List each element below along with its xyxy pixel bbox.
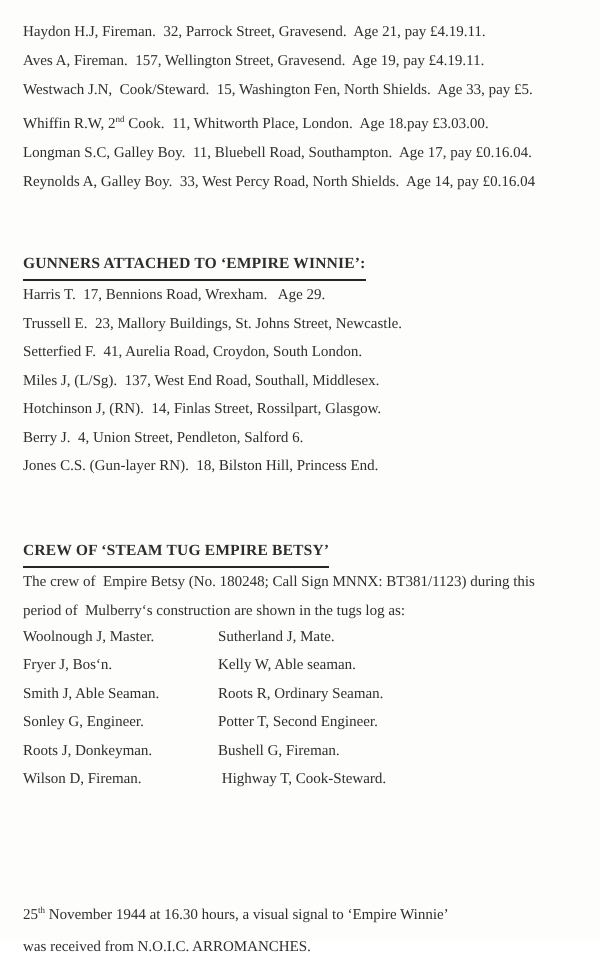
betsy-intro-line: period of Mulberry‘s construction are shown in the tugs log as: — [23, 602, 406, 619]
crew-table-row — [23, 680, 582, 709]
gunner-record-line: Miles J, (L/Sg). 137, West End Road, Southall, Middlesex. — [23, 372, 380, 389]
gunner-record-line: Berry J. 4, Union Street, Pendleton, Salford 6. — [23, 429, 304, 446]
crew-record-line: Reynolds A, Galley Boy. 33, West Percy Road, North Shields. Age 14, pay £0.16.04 — [23, 174, 536, 190]
crew-table-cell-left: Roots J, Donkeyman. — [23, 742, 153, 759]
crew-record-text: Cook. 11, Whitworth Place, London. Age 18.pay £3.03.00. — [124, 116, 489, 132]
crew-record-line — [23, 105, 582, 139]
crew-table-row — [23, 708, 582, 737]
crew-table-cell-right: Sutherland J, Mate. — [218, 628, 335, 645]
crew-table-cell-left: Wilson D, Fireman. — [23, 771, 142, 787]
section-heading-gunners-text: GUNNERS ATTACHED TO ‘EMPIRE WINNIE’: — [23, 249, 366, 281]
crew-table-row — [23, 623, 582, 652]
betsy-intro-line: The crew of Empire Betsy (No. 180248; Call Sign MNNX: BT381/1123) during this — [23, 573, 535, 590]
crew-table-cell-left: Fryer J, Bos‘n. — [23, 657, 113, 673]
gunner-record-line: Setterfied F. 41, Aurelia Road, Croydon, South London. — [23, 344, 363, 360]
signal-note-text: November 1944 at 16.30 hours, a visual signal to ‘Empire Winnie’ — [45, 906, 449, 923]
crew-table-row — [23, 651, 582, 680]
signal-note-line — [23, 894, 582, 931]
crew-table-cell-right: Bushell G, Fireman. — [218, 742, 340, 759]
section-heading-betsy — [23, 536, 582, 568]
crew-table-cell-left: Woolnough J, Master. — [23, 628, 155, 645]
crew-record-line: Haydon H.J, Fireman. 32, Parrock Street, Gravesend. Age 21, pay £4.19.11. — [23, 24, 486, 40]
signal-note-text: 25 — [23, 906, 38, 923]
crew-table-row — [23, 737, 582, 766]
section-heading-gunners — [23, 249, 582, 281]
winnie-crew-list — [23, 18, 582, 197]
gunners-list — [23, 281, 582, 481]
betsy-intro-paragraph — [23, 568, 582, 626]
gunner-record-line: Hotchinson J, (RN). 14, Finlas Street, Rossilpart, Glasgow. — [23, 401, 382, 417]
gunner-record-line: Jones C.S. (Gun-layer RN). 18, Bilston Hill, Princess End. — [23, 458, 379, 474]
crew-table-cell-right: Potter T, Second Engineer. — [218, 714, 378, 730]
crew-table-cell-right: Roots R, Ordinary Seaman. — [218, 685, 384, 702]
signal-note-paragraph — [23, 894, 582, 963]
ordinal-superscript: nd — [115, 114, 125, 124]
crew-record-text: Whiffin R.W, 2 — [23, 116, 116, 132]
betsy-crew-table — [23, 623, 582, 794]
crew-record-line: Westwach J.N, Cook/Steward. 15, Washington Fen, North Shields. Age 33, pay £5. — [23, 82, 533, 98]
crew-table-cell-left: Smith J, Able Seaman. — [23, 685, 160, 702]
ordinal-superscript: th — [38, 904, 46, 915]
crew-table-cell-right: Highway T, Cook-Steward. — [218, 771, 387, 787]
signal-note-line: was received from N.O.I.C. ARROMANCHES. — [23, 938, 311, 955]
gunner-record-line: Trussell E. 23, Mallory Buildings, St. Johns Street, Newcastle. — [23, 315, 403, 332]
crew-record-line: Longman S.C, Galley Boy. 11, Bluebell Road, Southampton. Age 17, pay £0.16.04. — [23, 145, 532, 161]
section-heading-betsy-text: CREW OF ‘STEAM TUG EMPIRE BETSY’ — [23, 536, 329, 568]
crew-record-line: Aves A, Fireman. 157, Wellington Street, Gravesend. Age 19, pay £4.19.11. — [23, 53, 485, 69]
crew-table-cell-right: Kelly W, Able seaman. — [218, 657, 356, 673]
gunner-record-line: Harris T. 17, Bennions Road, Wrexham. Age 29. — [23, 287, 326, 303]
crew-table-cell-left: Sonley G, Engineer. — [23, 714, 144, 730]
crew-table-row — [23, 765, 582, 794]
